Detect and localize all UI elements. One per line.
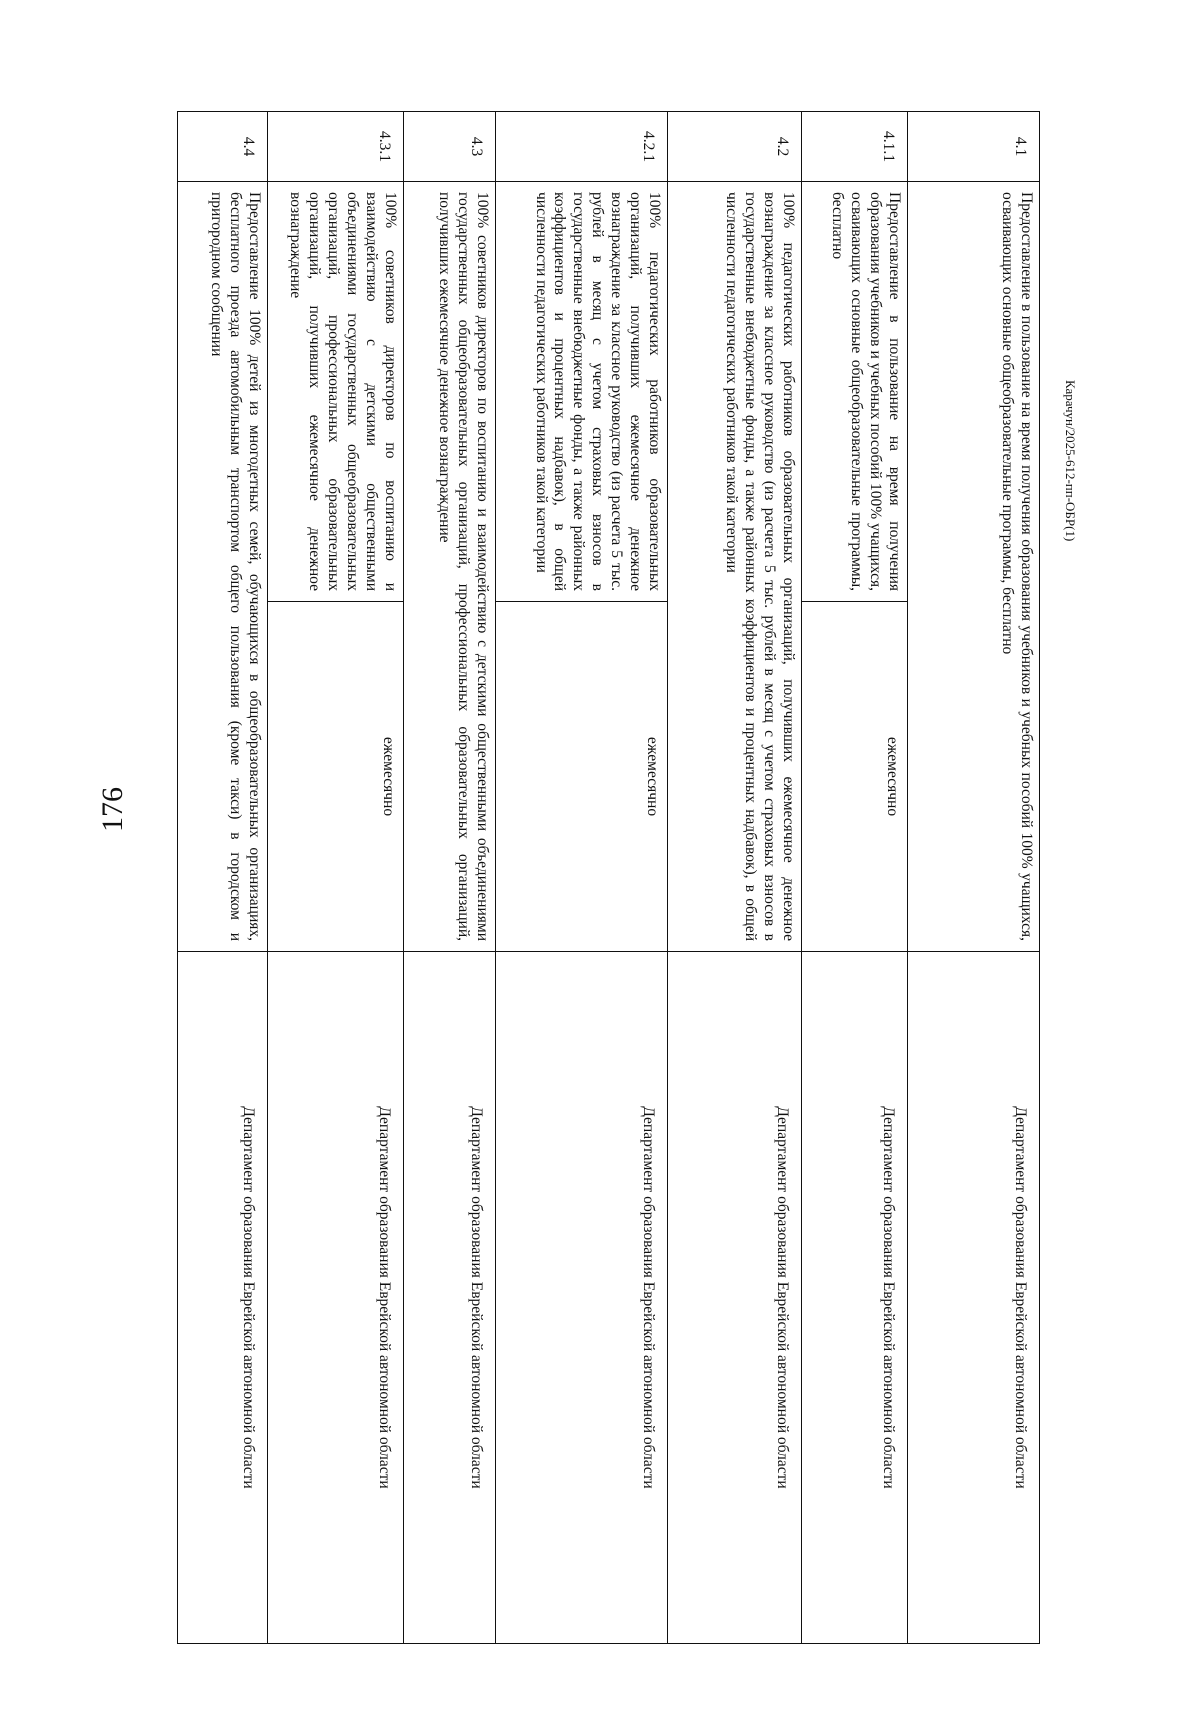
row-text: 100% советников директоров по воспитанию и взаимодействию с детскими общественными объединениями государственных общеобразовательных организаций, профессиональных образовательных организаций, получивших ежемесячное денежное вознаграждение (404, 182, 496, 952)
responsible-department: Департамент образования Еврейской автономной области (268, 952, 404, 1644)
table-row (668, 112, 802, 1644)
row-number: 4.1 (908, 112, 1040, 182)
row-number: 4.1.1 (802, 112, 908, 182)
row-number: 4.3 (404, 112, 496, 182)
row-number: 4.2.1 (496, 112, 668, 182)
table-row (908, 112, 1040, 1644)
row-periodicity: ежемесячно (268, 602, 404, 952)
plan-table (177, 111, 1040, 1644)
row-periodicity: ежемесячно (496, 602, 668, 952)
table-row (404, 112, 496, 1644)
page-number: 176 (96, 787, 129, 832)
row-text: 100% советников директоров по воспитанию и взаимодействию с детскими общественными объединениями государственных общеобразовательных организаций, профессиональных образовательных организаций, получивших ежемесячное денежное вознаграждение (268, 182, 404, 602)
row-periodicity: ежемесячно (802, 602, 908, 952)
table-row (178, 112, 268, 1644)
document-code: Карачун/2025-612-пп-ОБР(1) (1063, 380, 1078, 542)
row-text: Предоставление 100% детей из многодетных семей, обучающихся в общеобразовательных организациях, бесплатного проезда автомобильным транспортом общего пользования (кроме такси) в городском и пригородном сообщении (178, 182, 268, 952)
responsible-department: Департамент образования Еврейской автономной области (178, 952, 268, 1644)
row-number: 4.4 (178, 112, 268, 182)
row-text: Предоставление в пользование на время получения образования учебников и учебных пособий 100% учащихся, осваивающих основные общеобразовательные программы, бесплатно (908, 182, 1040, 952)
responsible-department: Департамент образования Еврейской автономной области (668, 952, 802, 1644)
row-text: 100% педагогических работников образовательных организаций, получивших ежемесячное денежное вознаграждение за классное руководство (из расчета 5 тыс. рублей в месяц с учетом страховых взносов в государственные внебюджетные фонды, а также районных коэффициентов и процентных надбавок), в общей численности педагогических работников такой категории (668, 182, 802, 952)
row-number: 4.3.1 (268, 112, 404, 182)
responsible-department: Департамент образования Еврейской автономной области (802, 952, 908, 1644)
row-text: Предоставление в пользование на время получения образования учебников и учебных пособий 100% учащихся, осваивающих основные общеобразовательные программы, бесплатно (802, 182, 908, 602)
table-row (268, 112, 404, 1644)
table-row (496, 112, 668, 1644)
table-row (802, 112, 908, 1644)
responsible-department: Департамент образования Еврейской автономной области (908, 952, 1040, 1644)
row-number: 4.2 (668, 112, 802, 182)
row-text: 100% педагогических работников образовательных организаций, получивших ежемесячное денежное вознаграждение за классное руководство (из расчета 5 тыс. рублей в месяц с учетом страховых взносов в государственные внебюджетные фонды, а также районных коэффициентов и процентных надбавок), в общей численности педагогических работников такой категории (496, 182, 668, 602)
plan-table-wrapper (178, 111, 1040, 1643)
responsible-department: Департамент образования Еврейской автономной области (496, 952, 668, 1644)
responsible-department: Департамент образования Еврейской автономной области (404, 952, 496, 1644)
